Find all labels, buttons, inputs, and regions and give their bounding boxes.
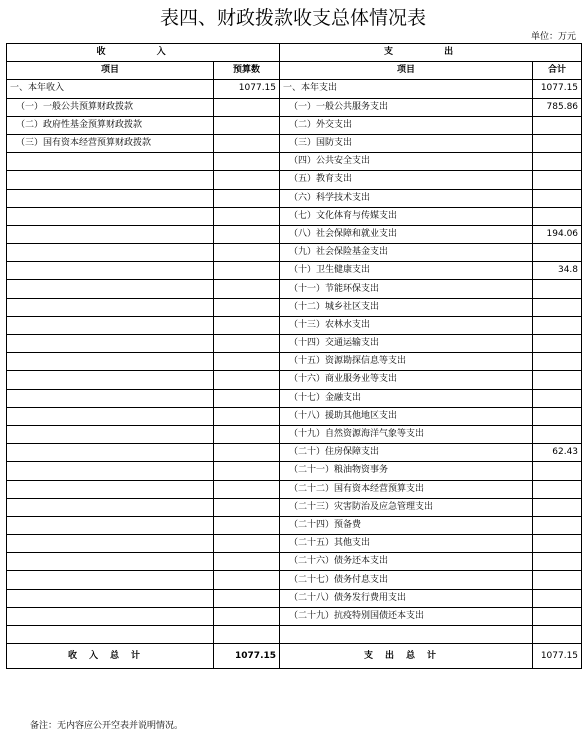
section-header-row (7, 44, 582, 62)
expense-item-cell: （二十三）灾害防治及应急管理支出 (280, 498, 533, 516)
table-row (7, 462, 582, 480)
expense-value-cell (533, 171, 582, 189)
table-row (7, 626, 582, 644)
table-row (7, 607, 582, 625)
income-value-cell (214, 171, 280, 189)
page-title: 表四、财政拨款收支总体情况表 (159, 7, 426, 29)
income-item-cell (7, 353, 214, 371)
expense-item-cell: （二十六）债务还本支出 (280, 553, 533, 571)
expense-value-cell (533, 407, 582, 425)
income-value-cell (214, 407, 280, 425)
table-row (7, 444, 582, 462)
income-item-cell (7, 607, 214, 625)
income-item-cell (7, 498, 214, 516)
income-value-cell (214, 444, 280, 462)
income-value-cell (214, 353, 280, 371)
income-item-cell (7, 553, 214, 571)
table-row (7, 189, 582, 207)
table-row (7, 407, 582, 425)
income-item-cell (7, 516, 214, 534)
expense-value-cell (533, 553, 582, 571)
expense-value-cell (533, 280, 582, 298)
expense-item-cell: （二十二）国有资本经营预算支出 (280, 480, 533, 498)
income-item-cell: 一、本年收入 (7, 80, 214, 98)
income-item-cell (7, 316, 214, 334)
table-row (7, 80, 582, 98)
income-value-cell (214, 262, 280, 280)
expense-value-cell (533, 389, 582, 407)
expense-item-cell: （十六）商业服务业等支出 (280, 371, 533, 389)
expense-value-cell (533, 498, 582, 516)
expense-item-cell: （十五）资源勘探信息等支出 (280, 353, 533, 371)
income-total-value: 1077.15 (214, 644, 280, 669)
expense-section-header: 支 出 (280, 44, 582, 62)
expense-value-cell (533, 626, 582, 644)
income-item-cell (7, 444, 214, 462)
income-value-cell (214, 116, 280, 134)
expense-value-cell (533, 244, 582, 262)
footnote: 备注：无内容应公开空表并说明情况。 (30, 721, 184, 731)
unit-label: 单位：万元 (530, 32, 576, 42)
expense-item-cell: （十八）援助其他地区支出 (280, 407, 533, 425)
income-item-cell (7, 407, 214, 425)
expense-total-label: 支出总计 (280, 644, 533, 669)
expense-item-cell: 一、本年支出 (280, 80, 533, 98)
table-row (7, 335, 582, 353)
table-row (7, 571, 582, 589)
expense-item-cell: （二十一）粮油物资事务 (280, 462, 533, 480)
income-value-cell: 1077.15 (214, 80, 280, 98)
income-item-cell (7, 462, 214, 480)
expense-value-cell: 785.86 (533, 98, 582, 116)
expense-value-cell (533, 353, 582, 371)
expense-item-cell: （七）文化体育与传媒支出 (280, 207, 533, 225)
column-header-row (7, 62, 582, 80)
income-value-cell (214, 553, 280, 571)
income-value-cell (214, 225, 280, 243)
income-value-cell (214, 516, 280, 534)
income-item-cell (7, 425, 214, 443)
income-value-cell (214, 607, 280, 625)
income-value-cell (214, 571, 280, 589)
income-item-cell (7, 280, 214, 298)
expense-value-cell (533, 298, 582, 316)
expense-item-cell: （二十五）其他支出 (280, 535, 533, 553)
income-item-cell (7, 535, 214, 553)
expense-value-cell (533, 425, 582, 443)
expense-value-cell (533, 571, 582, 589)
expense-item-cell: （六）科学技术支出 (280, 189, 533, 207)
income-item-cell: （一）一般公共预算财政拨款 (7, 98, 214, 116)
income-item-cell (7, 480, 214, 498)
income-value-cell (214, 371, 280, 389)
expense-item-cell: （十四）交通运输支出 (280, 335, 533, 353)
expense-item-cell: （九）社会保险基金支出 (280, 244, 533, 262)
table-row (7, 425, 582, 443)
table-row (7, 371, 582, 389)
income-item-cell (7, 626, 214, 644)
income-value-cell (214, 134, 280, 152)
income-value-cell (214, 589, 280, 607)
expense-item-cell: （十）卫生健康支出 (280, 262, 533, 280)
income-value-cell (214, 335, 280, 353)
income-item-cell (7, 153, 214, 171)
income-value-cell (214, 98, 280, 116)
income-value-cell (214, 480, 280, 498)
budget-header: 预算数 (214, 62, 280, 80)
table-row (7, 280, 582, 298)
table-row (7, 98, 582, 116)
income-item-cell (7, 298, 214, 316)
expense-value-cell (533, 207, 582, 225)
income-item-cell (7, 571, 214, 589)
income-value-cell (214, 244, 280, 262)
income-value-cell (214, 389, 280, 407)
expense-item-cell: （二十八）债务发行费用支出 (280, 589, 533, 607)
income-item-cell (7, 389, 214, 407)
table-row (7, 207, 582, 225)
table-row (7, 298, 582, 316)
expense-item-cell: （四）公共安全支出 (280, 153, 533, 171)
expense-item-cell: （二十九）抗疫特别国债还本支出 (280, 607, 533, 625)
expense-value-cell (533, 153, 582, 171)
expense-value-cell (533, 516, 582, 534)
table-row (7, 316, 582, 334)
expense-item-cell: （十一）节能环保支出 (280, 280, 533, 298)
expense-value-cell (533, 607, 582, 625)
income-value-cell (214, 535, 280, 553)
expense-item-cell: （一）一般公共服务支出 (280, 98, 533, 116)
expense-value-cell (533, 480, 582, 498)
table-row (7, 116, 582, 134)
total-row (7, 644, 582, 669)
expense-item-cell: （二）外交支出 (280, 116, 533, 134)
expense-item-cell: （八）社会保障和就业支出 (280, 225, 533, 243)
budget-table (6, 43, 582, 669)
expense-total-value: 1077.15 (533, 644, 582, 669)
income-value-cell (214, 298, 280, 316)
income-item-cell (7, 262, 214, 280)
income-value-cell (214, 626, 280, 644)
expense-value-cell (533, 535, 582, 553)
expense-value-cell: 194.06 (533, 225, 582, 243)
table-row (7, 225, 582, 243)
income-value-cell (214, 498, 280, 516)
table-row (7, 134, 582, 152)
table-row (7, 535, 582, 553)
expense-value-cell: 34.8 (533, 262, 582, 280)
expense-item-cell: （十三）农林水支出 (280, 316, 533, 334)
expense-value-cell (533, 316, 582, 334)
income-item-header: 项目 (7, 62, 214, 80)
income-total-label: 收入总计 (7, 644, 214, 669)
expense-item-cell: （十七）金融支出 (280, 389, 533, 407)
table-row (7, 553, 582, 571)
income-item-cell: （三）国有资本经营预算财政拨款 (7, 134, 214, 152)
table-row (7, 389, 582, 407)
income-value-cell (214, 189, 280, 207)
expense-value-cell (533, 589, 582, 607)
table-row (7, 171, 582, 189)
expense-item-cell: （十九）自然资源海洋气象等支出 (280, 425, 533, 443)
income-item-cell (7, 371, 214, 389)
income-section-header: 收 入 (7, 44, 280, 62)
expense-value-cell (533, 134, 582, 152)
expense-value-cell (533, 116, 582, 134)
table-row (7, 244, 582, 262)
expense-value-cell (533, 371, 582, 389)
expense-value-cell (533, 335, 582, 353)
income-item-cell (7, 171, 214, 189)
income-item-cell: （二）政府性基金预算财政拨款 (7, 116, 214, 134)
table-row (7, 498, 582, 516)
expense-item-cell: （二十四）预备费 (280, 516, 533, 534)
income-item-cell (7, 189, 214, 207)
table-row (7, 516, 582, 534)
total-header: 合计 (533, 62, 582, 80)
table-row (7, 153, 582, 171)
expense-item-cell: （二十七）债务付息支出 (280, 571, 533, 589)
income-value-cell (214, 207, 280, 225)
expense-value-cell: 62.43 (533, 444, 582, 462)
expense-value-cell: 1077.15 (533, 80, 582, 98)
income-item-cell (7, 207, 214, 225)
income-item-cell (7, 335, 214, 353)
expense-item-cell (280, 626, 533, 644)
expense-item-cell: （十二）城乡社区支出 (280, 298, 533, 316)
income-value-cell (214, 316, 280, 334)
income-item-cell (7, 244, 214, 262)
table-row (7, 480, 582, 498)
income-item-cell (7, 225, 214, 243)
expense-item-cell: （五）教育支出 (280, 171, 533, 189)
table-row (7, 262, 582, 280)
income-value-cell (214, 153, 280, 171)
income-value-cell (214, 425, 280, 443)
table-row (7, 589, 582, 607)
income-value-cell (214, 280, 280, 298)
expense-item-cell: （二十）住房保障支出 (280, 444, 533, 462)
expense-item-header: 项目 (280, 62, 533, 80)
expense-value-cell (533, 462, 582, 480)
income-item-cell (7, 589, 214, 607)
expense-value-cell (533, 189, 582, 207)
table-row (7, 353, 582, 371)
expense-item-cell: （三）国防支出 (280, 134, 533, 152)
income-value-cell (214, 462, 280, 480)
